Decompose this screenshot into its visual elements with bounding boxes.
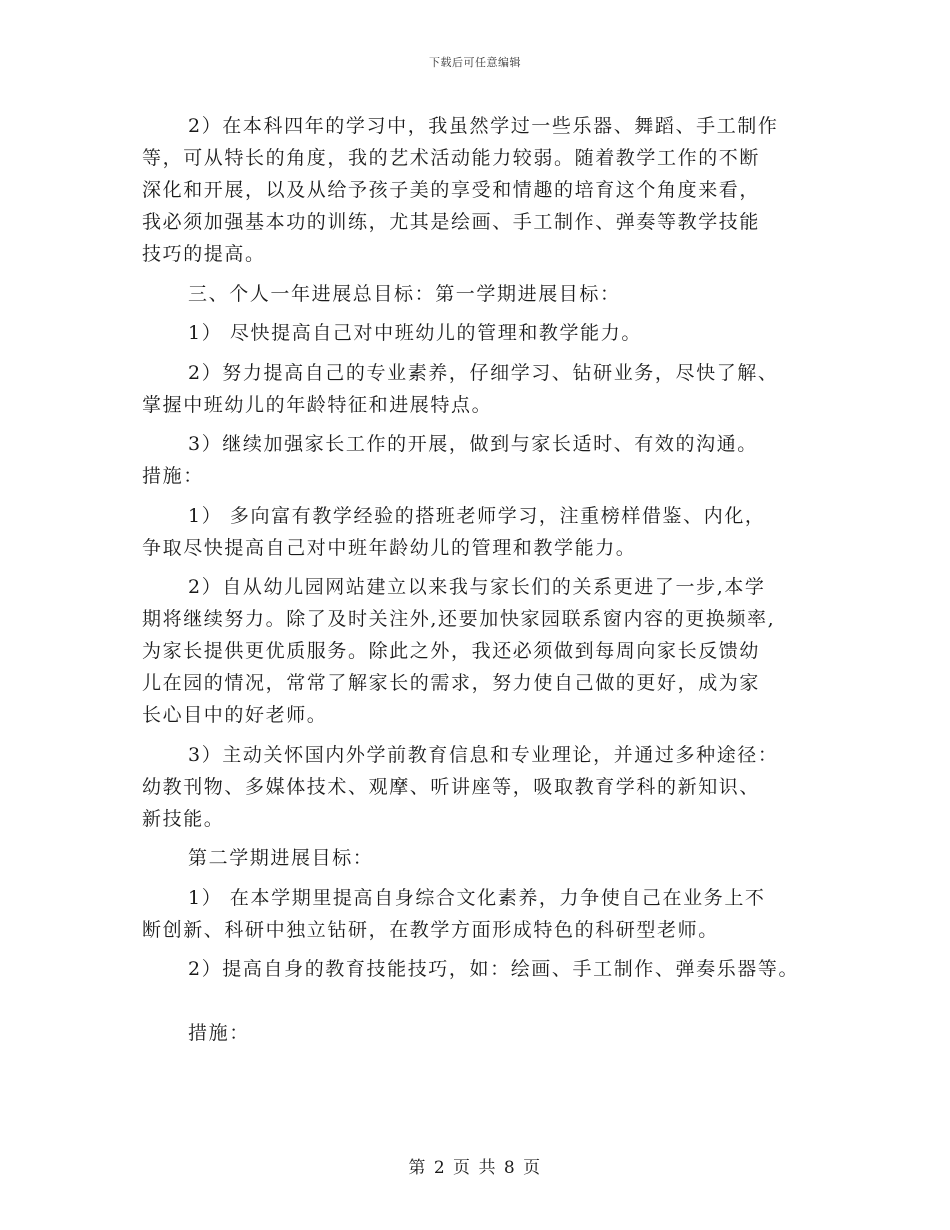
paragraph-line: 深化和开展，以及从给予孩子美的享受和情趣的培育这个角度来看， [142, 179, 761, 201]
paragraph-line: 争取尽快提高自己对中班年龄幼儿的管理和教学能力。 [142, 536, 637, 559]
page-header-note: 下载后可任意编辑 [429, 56, 521, 69]
page-number-footer: 第 2 页 共 8 页 [408, 1158, 542, 1178]
paragraph-line: 第二学期进展目标： [188, 847, 374, 869]
paragraph-line: 1） 在本学期里提高自身综合文化素养，力争使自己在业务上不 [188, 886, 766, 909]
paragraph [142, 357, 822, 421]
paragraph-line: 为家长提供更优质服务。除此之外，我还必须做到每周向家长反馈幼 [142, 640, 761, 662]
paragraph-line: 儿在园的情况，常常了解家长的需求，努力使自己做的更好，成为家 [142, 672, 761, 694]
paragraph-line: 我必须加强基本功的训练，尤其是绘画、手工制作、弹奏等教学技能 [142, 211, 761, 233]
paragraph [142, 1017, 822, 1049]
paragraph [142, 460, 822, 492]
paragraph-line: 3）主动关怀国内外学前教育信息和专业理论，并通过多种途径： [188, 743, 779, 766]
document-body [142, 110, 822, 1049]
paragraph-line: 掌握中班幼儿的年龄特征和进展特点。 [142, 393, 493, 416]
paragraph-line: 等，可从特长的角度，我的艺术活动能力较弱。随着教学工作的不断 [142, 147, 761, 169]
paragraph-line: 2）提高自身的教育技能技巧，如：绘画、手工制作、弹奏乐器等。 [188, 958, 800, 980]
paragraph-line: 新技能。 [142, 807, 225, 830]
paragraph [142, 500, 822, 564]
paragraph-line: 期将继续努力。除了及时关注外,还要加快家园联系窗内容的更换频率, [142, 608, 776, 630]
paragraph-line: 措施： [188, 1022, 250, 1044]
paragraph-line: 2）努力提高自己的专业素养，仔细学习、钻研业务，尽快了解、 [188, 361, 779, 384]
paragraph [142, 110, 822, 270]
paragraph [142, 842, 822, 874]
paragraph [142, 739, 822, 835]
paragraph-line: 技巧的提高。 [142, 243, 266, 265]
paragraph-line: 2）自从幼儿园网站建立以来我与家长们的关系更进了一步,本学 [188, 576, 766, 598]
paragraph [142, 953, 822, 985]
paragraph [142, 428, 822, 460]
paragraph-line: 3）继续加强家长工作的开展，做到与家长适时、有效的沟通。 [188, 433, 758, 455]
paragraph-line: 长心目中的好老师。 [142, 704, 328, 726]
paragraph [142, 882, 822, 946]
paragraph-line: 2）在本科四年的学习中，我虽然学过一些乐器、舞蹈、手工制作 [188, 115, 779, 137]
paragraph-line: 措施： [142, 465, 204, 487]
paragraph [142, 571, 822, 731]
paragraph-line: 1） 尽快提高自己对中班幼儿的管理和教学能力。 [188, 322, 642, 344]
paragraph [142, 317, 822, 349]
paragraph-line: 1） 多向富有教学经验的搭班老师学习，注重榜样借鉴、内化， [188, 504, 766, 527]
paragraph-line: 断创新、科研中独立钻研，在教学方面形成特色的科研型老师。 [142, 918, 719, 941]
paragraph-line: 三、个人一年进展总目标：第一学期进展目标： [188, 282, 621, 305]
paragraph [142, 278, 822, 310]
paragraph-line: 幼教刊物、多媒体技术、观摩、听讲座等，吸取教育学科的新知识、 [142, 775, 761, 798]
